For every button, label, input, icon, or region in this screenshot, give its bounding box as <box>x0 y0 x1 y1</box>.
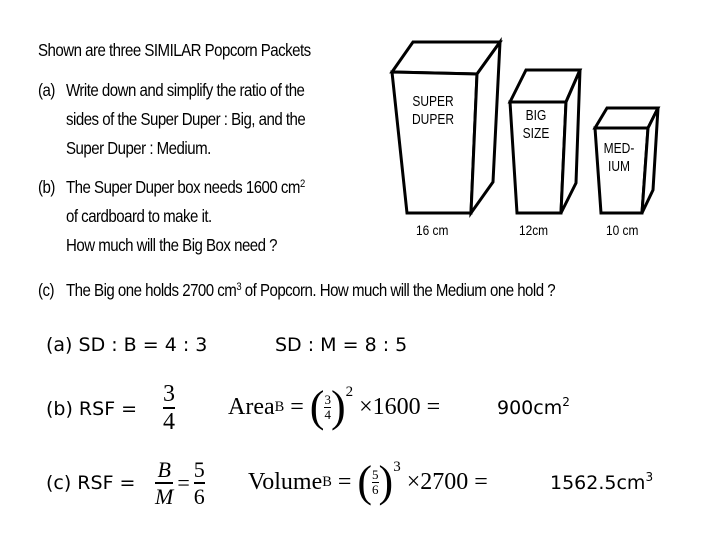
answer-c-letter-denominator: M <box>155 483 174 509</box>
answer-c-result <box>550 472 653 494</box>
answer-b-area-word: Area <box>228 393 275 420</box>
answer-c-number-numerator: 5 <box>193 457 205 483</box>
answer-c-letter-fraction <box>155 457 173 509</box>
answer-c-number-fraction <box>194 457 205 509</box>
part-b-line-1-text: The Super Duper box needs 1600 cm <box>66 177 300 197</box>
answer-b-power: 2 <box>345 384 354 400</box>
answer-b-area-expression <box>228 382 440 432</box>
part-c-label: (c) <box>38 280 55 300</box>
answer-b-rsf-fraction <box>163 381 175 435</box>
answer-c-volume-equals: = <box>337 468 352 495</box>
big-size-label <box>514 107 559 143</box>
part-b-label: (b) <box>38 177 55 197</box>
answer-c-prefix: (c) RSF = <box>46 472 136 494</box>
answer-c-number-denominator: 6 <box>193 483 205 509</box>
answer-b-result-exponent: 2 <box>562 395 570 409</box>
answer-b-equals: = <box>290 393 304 420</box>
answer-c-equals: = <box>177 470 190 495</box>
answer-b-rsf-denominator: 4 <box>163 408 175 435</box>
part-c-exponent: 3 <box>236 281 242 293</box>
part-b-line-2: of cardboard to make it. <box>66 206 212 226</box>
big-size-label-line-1: BIG <box>525 107 547 124</box>
answer-c-rsf-expression <box>155 455 205 511</box>
open-paren: ( <box>357 457 373 506</box>
answer-c-volume-word: Volume <box>248 468 323 495</box>
super-duper-label <box>401 93 465 129</box>
part-b-line-3: How much will the Big Box need ? <box>66 235 278 255</box>
super-duper-label-line-2: DUPER <box>411 111 454 128</box>
answer-b-inner-numerator: 3 <box>324 391 331 407</box>
answer-b-area-subscript: B <box>274 398 285 415</box>
super-duper-width: 16 cm <box>416 222 449 238</box>
part-c-line-post: of Popcorn. How much will the Medium one hold ? <box>241 280 556 300</box>
big-size-label-line-2: SIZE <box>522 125 550 142</box>
answer-c-result-value: 1562.5cm <box>550 472 646 494</box>
medium-width: 10 cm <box>606 222 639 238</box>
close-paren: ) <box>330 382 346 431</box>
part-a-line-3: Super Duper : Medium. <box>66 138 211 158</box>
part-a-label: (a) <box>38 80 55 100</box>
super-duper-label-line-1: SUPER <box>412 93 454 110</box>
part-b-line-1 <box>66 177 305 197</box>
part-a-line-1: Write down and simplify the ratio of the <box>66 80 305 100</box>
answer-c-multiplier: ×2700 = <box>406 468 488 495</box>
answer-b-result-value: 900cm <box>497 397 563 419</box>
answer-c-letter-numerator: B <box>157 457 171 483</box>
answer-c-result-exponent: 3 <box>645 470 654 484</box>
answer-a-ratio-2: SD : M = 8 : 5 <box>275 334 408 356</box>
answer-b-result <box>497 397 570 419</box>
big-size-width: 12cm <box>519 222 549 238</box>
medium-label-line-2: IUM <box>608 158 630 175</box>
answer-c-volume-expression <box>248 457 488 507</box>
part-b-line-1-exponent: 2 <box>299 178 305 190</box>
answer-b-prefix: (b) RSF = <box>46 398 138 420</box>
answer-b-rsf-numerator: 3 <box>163 381 175 407</box>
part-a-line-2: sides of the Super Duper : Big, and the <box>66 109 306 129</box>
open-paren: ( <box>309 382 325 431</box>
answer-b-inner-denominator: 4 <box>324 406 331 422</box>
medium-label <box>601 140 638 176</box>
answer-c-inner-numerator: 5 <box>372 466 379 482</box>
answer-c-power: 3 <box>393 459 401 475</box>
part-c-line-pre: The Big one holds 2700 cm <box>66 280 237 300</box>
question-title: Shown are three SIMILAR Popcorn Packets <box>38 40 311 60</box>
close-paren: ) <box>378 457 394 506</box>
answer-c-inner-denominator: 6 <box>372 481 379 497</box>
part-c-line <box>66 280 555 300</box>
answer-b-multiplier: ×1600 = <box>359 393 441 420</box>
answer-a-ratio-1: (a) SD : B = 4 : 3 <box>46 334 208 356</box>
answer-c-volume-subscript: B <box>322 473 332 490</box>
medium-label-line-1: MED- <box>603 140 635 157</box>
